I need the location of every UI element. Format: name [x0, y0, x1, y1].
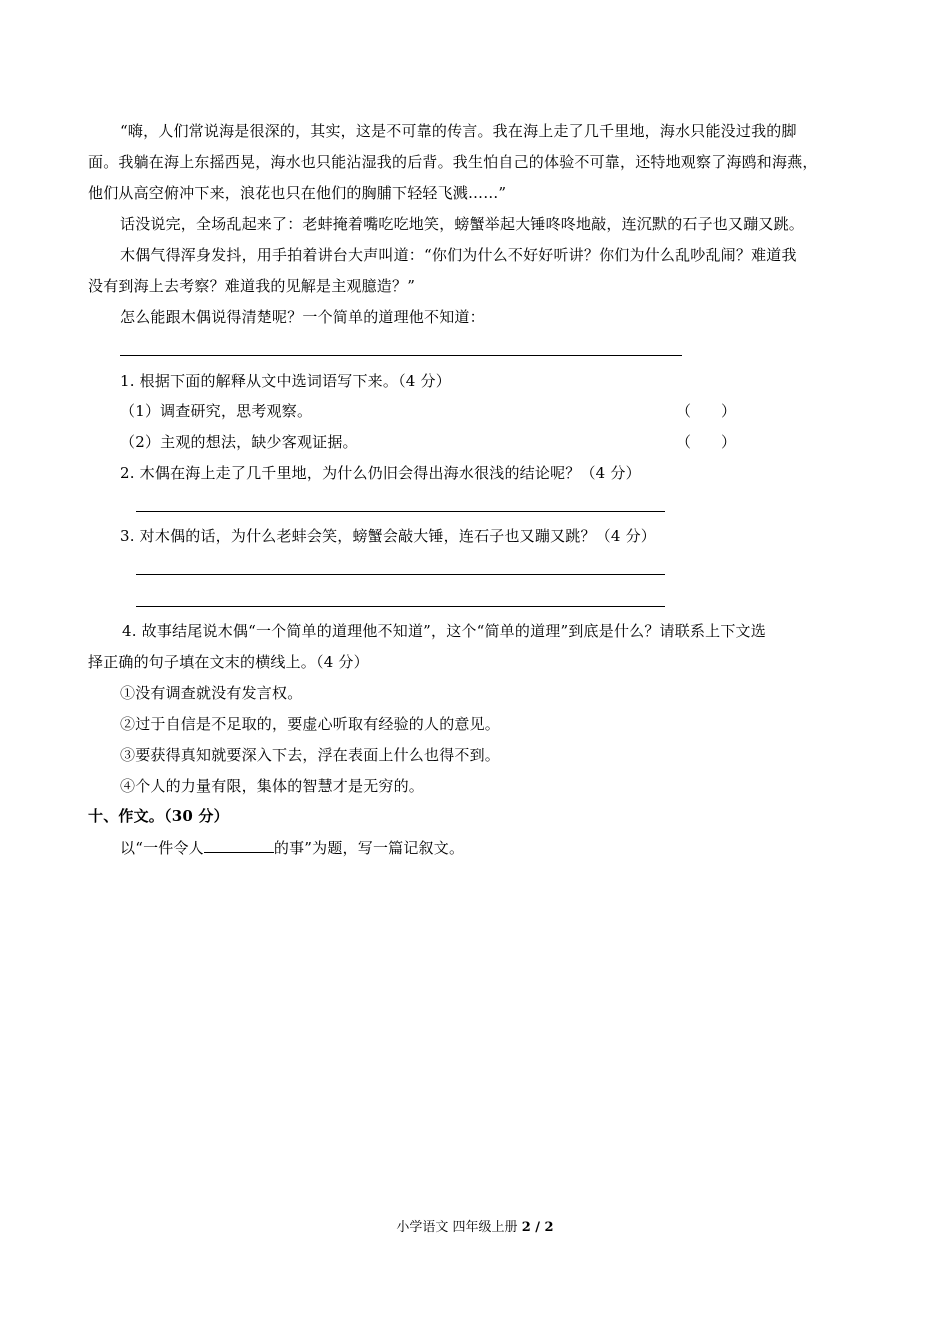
- passage-paragraph-1-line-1: “嗨，人们常说海是很深的，其实，这是不可靠的传言。我在海上走了几千里地，海水只能没过我的脚: [120, 122, 797, 140]
- passage-paragraph-2: 话没说完，全场乱起来了：老蚌掩着嘴吃吃地笑，螃蟹举起大锤咚咚地敲，连沉默的石子也又蹦又跳。: [120, 215, 805, 233]
- composition-prompt-before: 以“一件令人: [120, 839, 204, 857]
- question-4-line-2: 择正确的句子填在文末的横线上。（4 分）: [88, 653, 369, 671]
- question-1-item-1: （1）调查研究，思考观察。: [120, 402, 313, 420]
- question-4-option-1: ①没有调查就没有发言权。: [120, 684, 303, 702]
- composition-prompt: [120, 837, 464, 858]
- question-2: 2. 木偶在海上走了几千里地，为什么仍旧会得出海水很浅的结论呢？（4 分）: [120, 464, 641, 482]
- question-4-option-2: ②过于自信是不足取的，要虚心听取有经验的人的意见。: [120, 715, 501, 733]
- passage-paragraph-4: 怎么能跟木偶说得清楚呢？一个简单的道理他不知道：: [120, 308, 485, 326]
- composition-heading: [88, 806, 229, 826]
- passage-paragraph-1-line-2: 面。我躺在海上东摇西晃，海水也只能沾湿我的后背。我生怕自己的体验不可靠，还特地观察了海鸥和海燕，: [88, 153, 818, 171]
- passage-paragraph-3-line-1: 木偶气得浑身发抖，用手拍着讲台大声叫道：“你们为什么不好好听讲？你们为什么乱吵乱闹？难道我: [120, 246, 797, 264]
- page-footer: [0, 1219, 950, 1237]
- question-3-answer-line-2[interactable]: [136, 606, 665, 607]
- composition-heading-score: （30 分）: [164, 807, 229, 825]
- answer-bracket-2[interactable]: （ ）: [676, 433, 737, 451]
- question-3: 3. 对木偶的话，为什么老蚌会笑，螃蟹会敲大锤，连石子也又蹦又跳？（4 分）: [120, 527, 656, 545]
- question-3-answer-line-1[interactable]: [136, 574, 665, 575]
- question-2-answer-line[interactable]: [136, 511, 665, 512]
- question-4-option-4: ④个人的力量有限，集体的智慧才是无穷的。: [120, 777, 425, 795]
- passage-paragraph-3-line-2: 没有到海上去考察？难道我的见解是主观臆造？”: [88, 277, 416, 295]
- composition-title-blank[interactable]: [204, 837, 274, 853]
- question-4-line-1: 4. 故事结尾说木偶“一个简单的道理他不知道”，这个“简单的道理”到底是什么？请联系上下文选: [122, 622, 766, 640]
- page-number: 2 / 2: [521, 1220, 554, 1235]
- question-1-item-2: （2）主观的想法，缺少客观证据。: [120, 433, 358, 451]
- question-4-option-3: ③要获得真知就要深入下去，浮在表面上什么也得不到。: [120, 746, 501, 764]
- passage-paragraph-1-line-3: 他们从高空俯冲下来，浪花也只在他们的胸脯下轻轻飞溅……”: [88, 184, 507, 202]
- question-1: 1. 根据下面的解释从文中选词语写下来。（4 分）: [120, 372, 451, 390]
- passage-answer-line[interactable]: [120, 355, 682, 356]
- composition-heading-text: 十、作文。: [88, 807, 165, 825]
- footer-text: 小学语文 四年级上册: [396, 1220, 522, 1235]
- composition-prompt-after: 的事”为题，写一篇记叙文。: [273, 839, 465, 857]
- answer-bracket-1[interactable]: （ ）: [676, 402, 737, 420]
